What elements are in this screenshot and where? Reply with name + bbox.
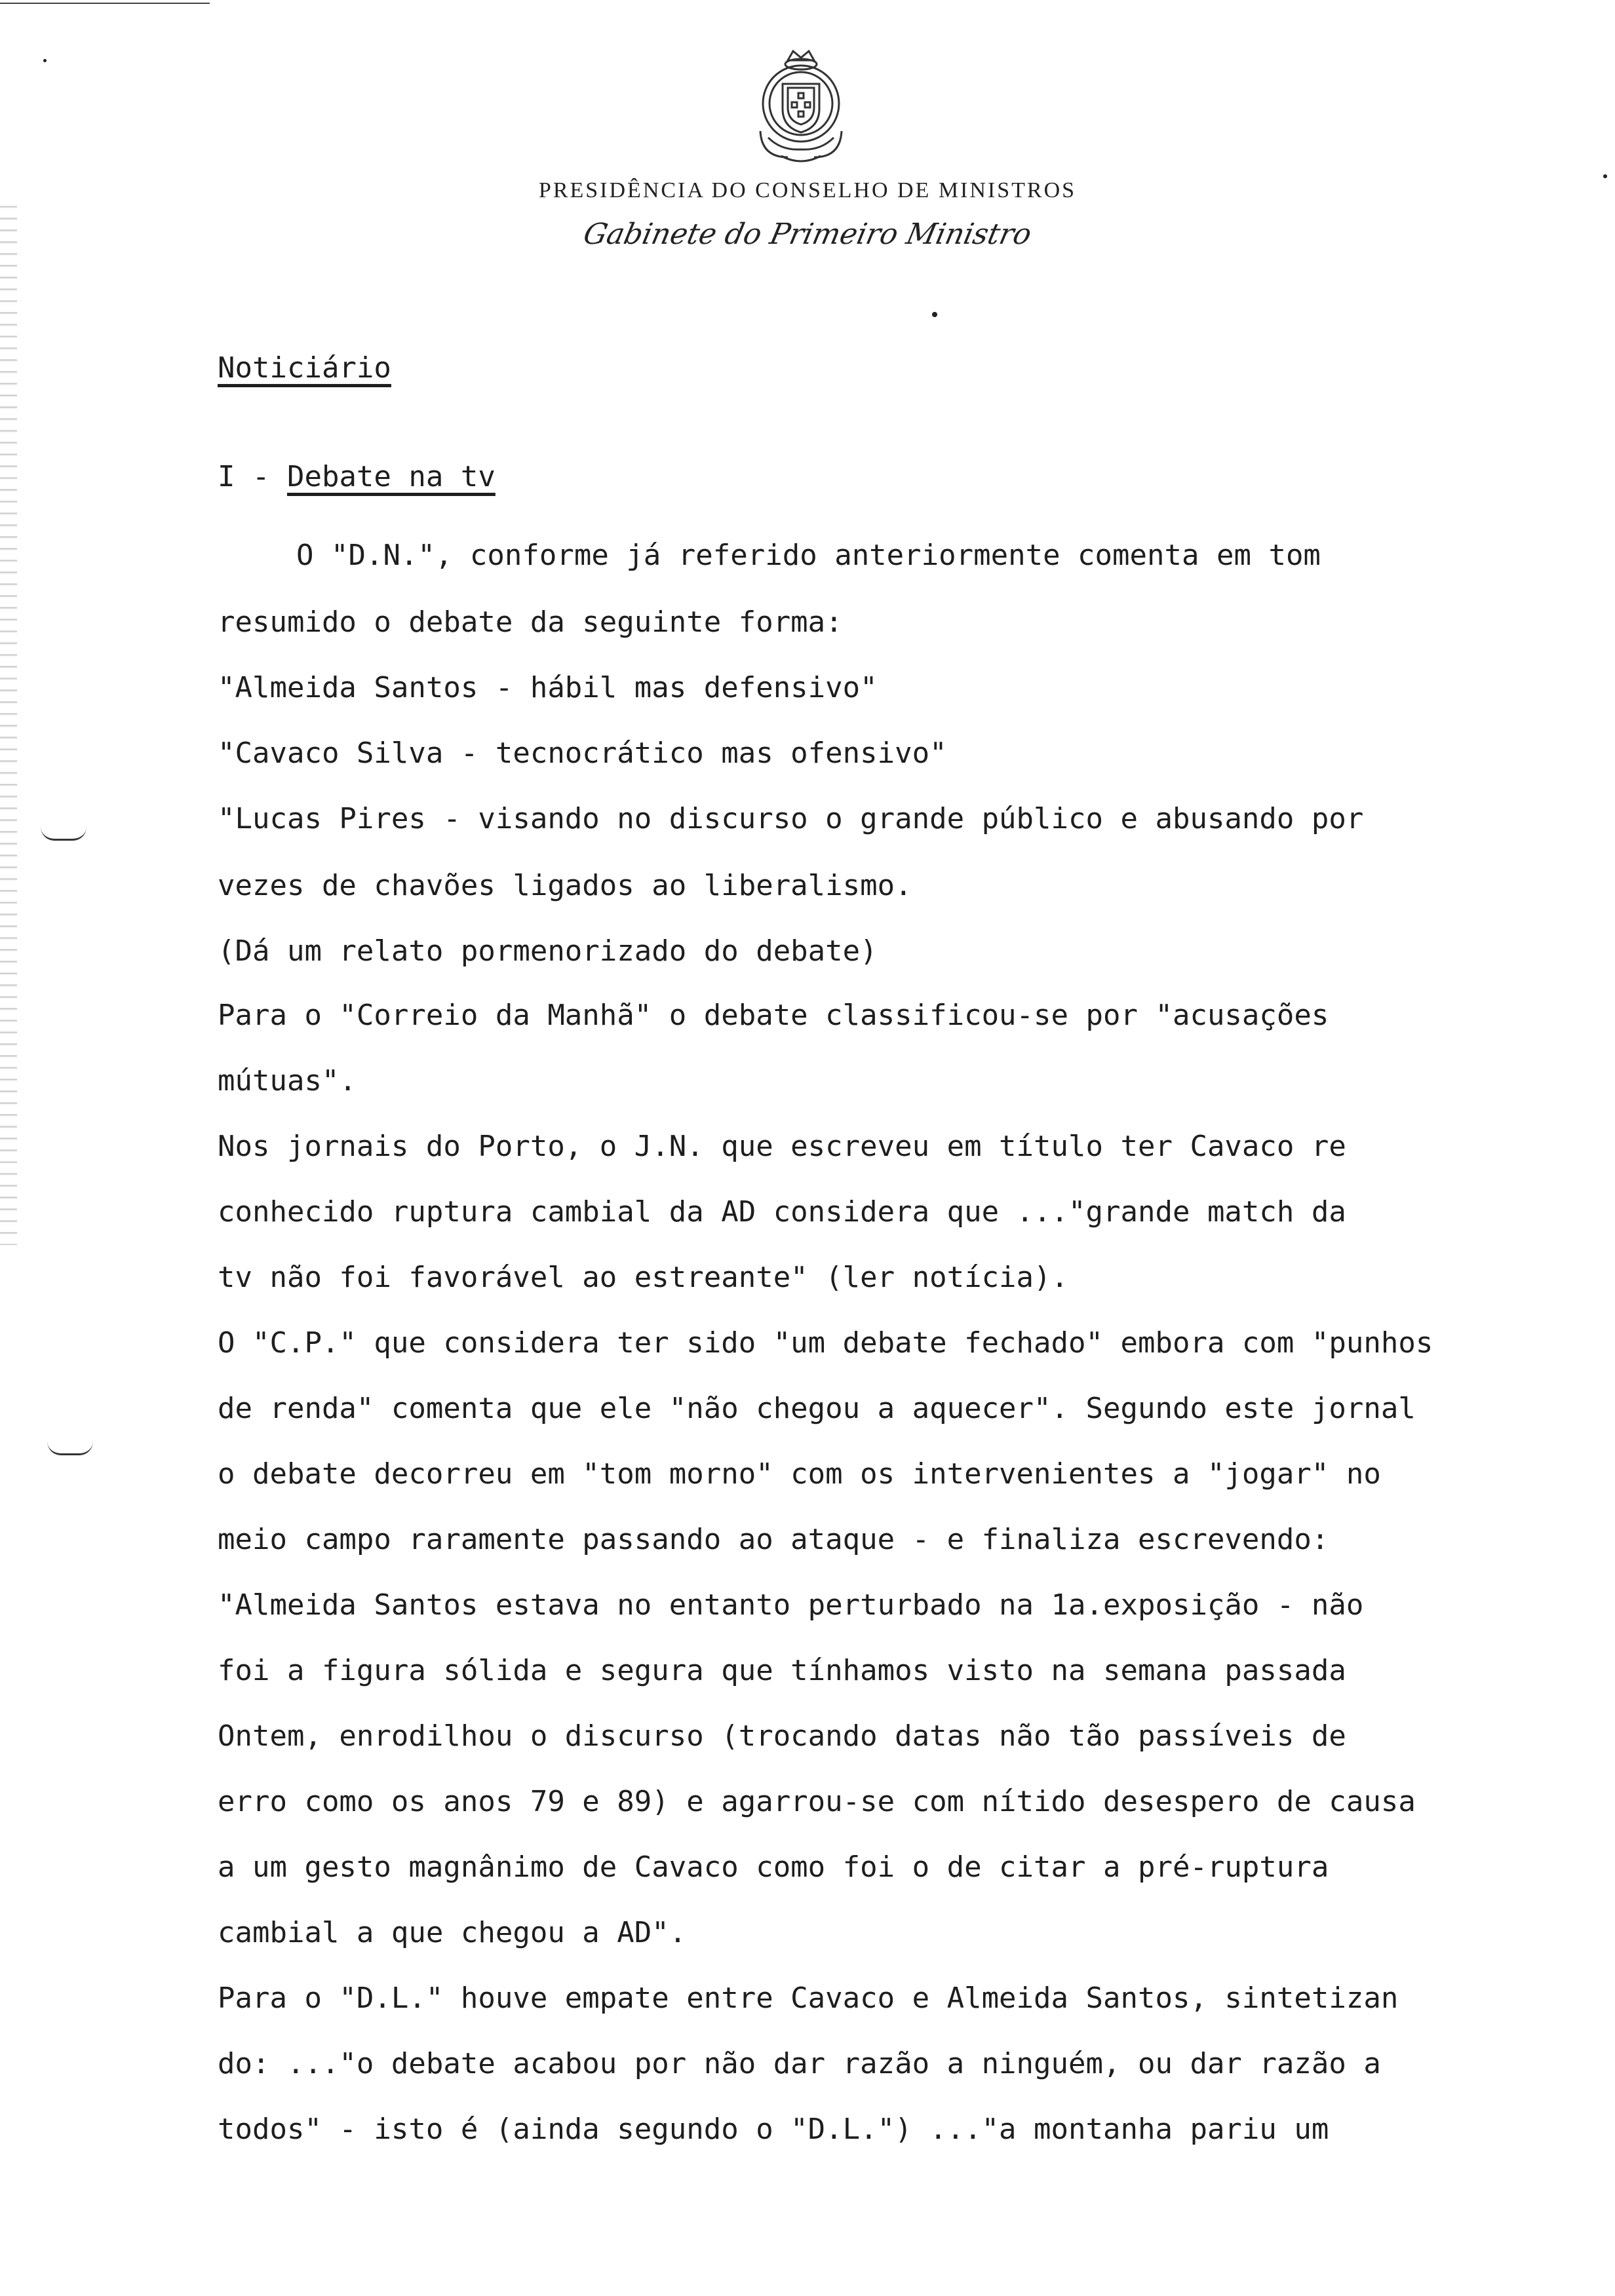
section-title: Debate na tv — [286, 460, 496, 493]
scan-speck — [43, 59, 47, 62]
section-number: I - — [218, 460, 287, 493]
institution-heading: PRESIDÊNCIA DO CONSELHO DE MINISTROS — [538, 178, 1077, 202]
text-line: cambial a que chegou a AD". — [218, 1916, 687, 1949]
text-line: Ontem, enrodilhou o discurso (trocando datas não tão passíveis de — [218, 1719, 1346, 1753]
text-line: do: ..."o debate acabou por não dar razão a ninguém, ou dar razão a — [218, 2047, 1381, 2080]
text-line: o debate decorreu em "tom morno" com os intervenientes a "jogar" no — [218, 1457, 1381, 1491]
text-line: mútuas". — [218, 1064, 357, 1098]
text-line: erro como os anos 79 e 89) e agarrou-se com nítido desespero de causa — [218, 1785, 1416, 1818]
text-line: vezes de chavões ligados ao liberalismo. — [218, 869, 912, 902]
text-line: Para o "Correio da Manhã" o debate classificou-se por "acusações — [218, 999, 1329, 1032]
coat-of-arms-icon — [742, 46, 860, 170]
text-line: Para o "D.L." houve empate entre Cavaco e Almeida Santos, sintetizan — [218, 1981, 1399, 2015]
scan-mark — [41, 827, 87, 841]
scan-top-rule — [0, 3, 210, 4]
text-line: tv não foi favorável ao estreante" (ler notícia). — [218, 1261, 1069, 1294]
text-line: todos" - isto é (ainda segundo o "D.L.") ..."a montanha pariu um — [218, 2113, 1329, 2146]
text-line: (Dá um relato pormenorizado do debate) — [218, 934, 878, 968]
office-signature-line: Gabinete do Primeiro Ministro — [580, 218, 1035, 251]
scan-left-edge-noise — [0, 197, 17, 1245]
text-line: resumido o debate da seguinte forma: — [218, 605, 843, 639]
text-line: a um gesto magnânimo de Cavaco como foi o de citar a pré-ruptura — [218, 1850, 1329, 1884]
text-line: Nos jornais do Porto, o J.N. que escreveu em título ter Cavaco re — [218, 1130, 1346, 1163]
section-heading — [218, 460, 496, 493]
text-line: O "D.N.", conforme já referido anteriormente comenta em tom — [296, 539, 1321, 572]
text-line: "Lucas Pires - visando no discurso o grande público e abusando por — [218, 802, 1364, 835]
scan-speck — [932, 312, 937, 317]
text-line: O "C.P." que considera ter sido "um debate fechado" embora com "punhos — [218, 1326, 1433, 1360]
text-line: conhecido ruptura cambial da AD considera que ..."grande match da — [218, 1195, 1346, 1229]
text-line: "Almeida Santos estava no entanto perturbado na 1a.exposição - não — [218, 1588, 1364, 1622]
text-line: "Almeida Santos - hábil mas defensivo" — [218, 671, 878, 704]
text-line: de renda" comenta que ele "não chegou a aquecer". Segundo este jornal — [218, 1392, 1416, 1425]
text-line: meio campo raramente passando ao ataque - e finaliza escrevendo: — [218, 1523, 1329, 1556]
document-title: Noticiário — [218, 351, 391, 385]
scan-mark — [47, 1442, 93, 1455]
text-line: foi a figura sólida e segura que tínhamos visto na semana passada — [218, 1654, 1346, 1687]
text-line: "Cavaco Silva - tecnocrático mas ofensivo" — [218, 737, 947, 770]
scan-speck — [1603, 174, 1607, 178]
